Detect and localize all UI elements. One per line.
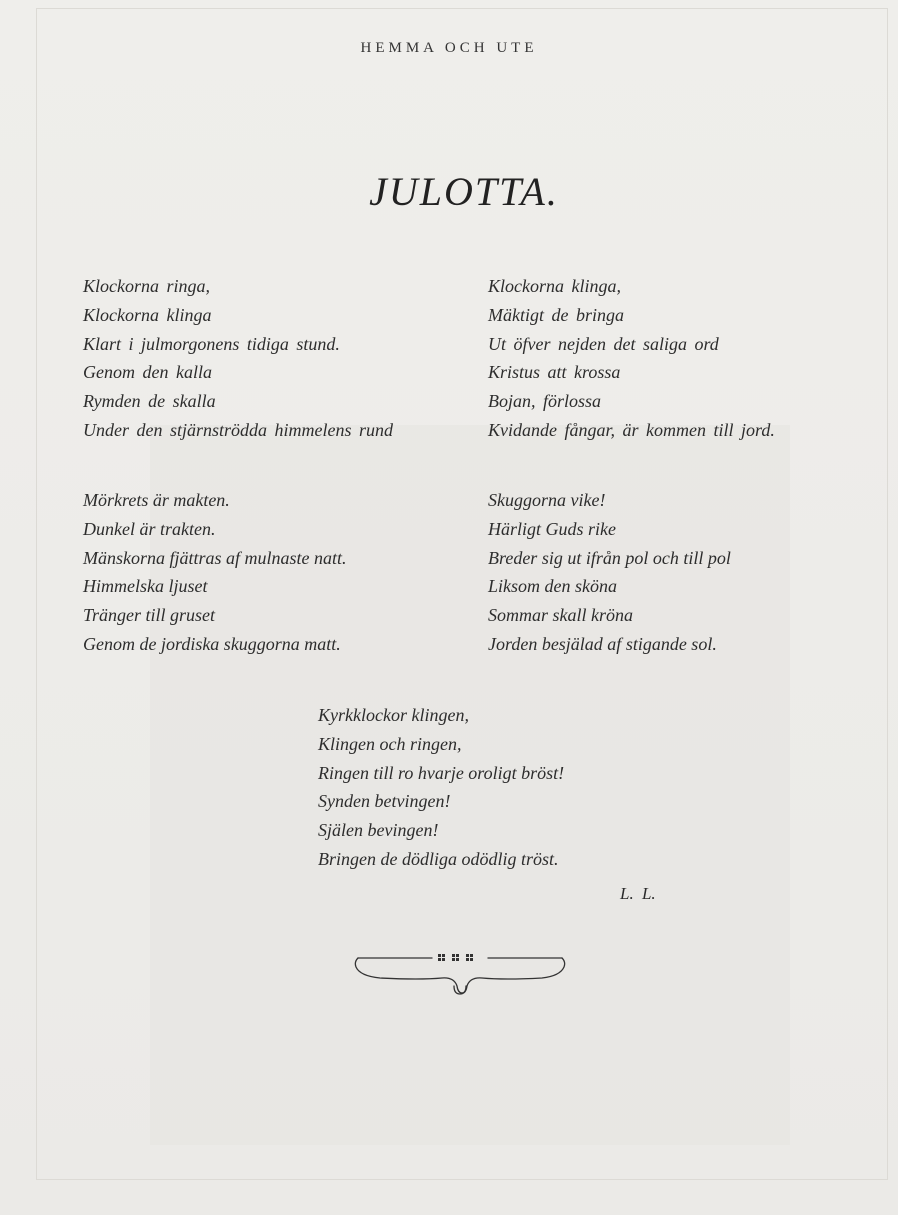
poem-line: Klingen och ringen, xyxy=(318,733,462,754)
poem-line: Dunkel är trakten. xyxy=(83,518,216,539)
poem-line: Mäktigt de bringa xyxy=(488,304,624,325)
poem-line: Genom den kalla xyxy=(83,362,212,383)
poem-line: Breder sig ut ifrån pol och till pol xyxy=(488,547,731,568)
decorative-tailpiece-icon xyxy=(350,940,570,1000)
poem-line: Kyrkklockor klingen, xyxy=(318,705,469,725)
poem-line: Klart i julmorgonens tidiga stund. xyxy=(83,333,340,354)
poem-line: Sommar skall kröna xyxy=(488,605,633,626)
stanza-2 xyxy=(488,272,775,445)
poem-line: Synden betvingen! xyxy=(318,791,451,812)
stanza-5 xyxy=(318,701,564,874)
poem-line: Under den stjärnströdda himmelens rund xyxy=(83,419,393,440)
poem-line: Tränger till gruset xyxy=(83,605,216,626)
poem-line: Klockorna klinga xyxy=(83,304,212,325)
poem-line: Rymden de skalla xyxy=(83,391,216,412)
poem-line: Genom de jordiska skuggorna matt. xyxy=(83,633,341,654)
poem-line: Mänskorna fjättras af mulnaste natt. xyxy=(83,547,347,568)
stanza-4 xyxy=(488,486,731,659)
poem-line: Bojan, förlossa xyxy=(488,391,602,412)
poem-line: Skuggorna vike! xyxy=(488,490,606,510)
poem-line: Klockorna klinga, xyxy=(488,276,621,296)
poem-line: Jorden besjälad af stigande sol. xyxy=(488,633,717,654)
poem-line: Himmelska ljuset xyxy=(83,576,208,597)
author-signature: L. L. xyxy=(620,884,656,903)
poem-line: Ringen till ro hvarje oroligt bröst! xyxy=(318,762,565,783)
poem-line: Själen bevingen! xyxy=(318,820,439,841)
stanza-3 xyxy=(83,486,347,659)
poem-line: Kristus att krossa xyxy=(488,362,621,383)
running-head: HEMMA OCH UTE xyxy=(360,40,538,56)
poem-line: Ut öfver nejden det saliga ord xyxy=(488,333,719,354)
poem-line: Härligt Guds rike xyxy=(488,518,616,539)
poem-title: JULOTTA. xyxy=(369,169,559,214)
poem-line: Mörkrets är makten. xyxy=(83,490,230,510)
stanza-1 xyxy=(83,272,393,445)
poem-line: Bringen de dödliga odödlig tröst. xyxy=(318,848,559,869)
poem-line: Klockorna ringa, xyxy=(83,276,210,296)
poem-line: Kvidande fångar, är kommen till jord. xyxy=(488,419,775,440)
poem-line: Liksom den sköna xyxy=(488,576,617,597)
